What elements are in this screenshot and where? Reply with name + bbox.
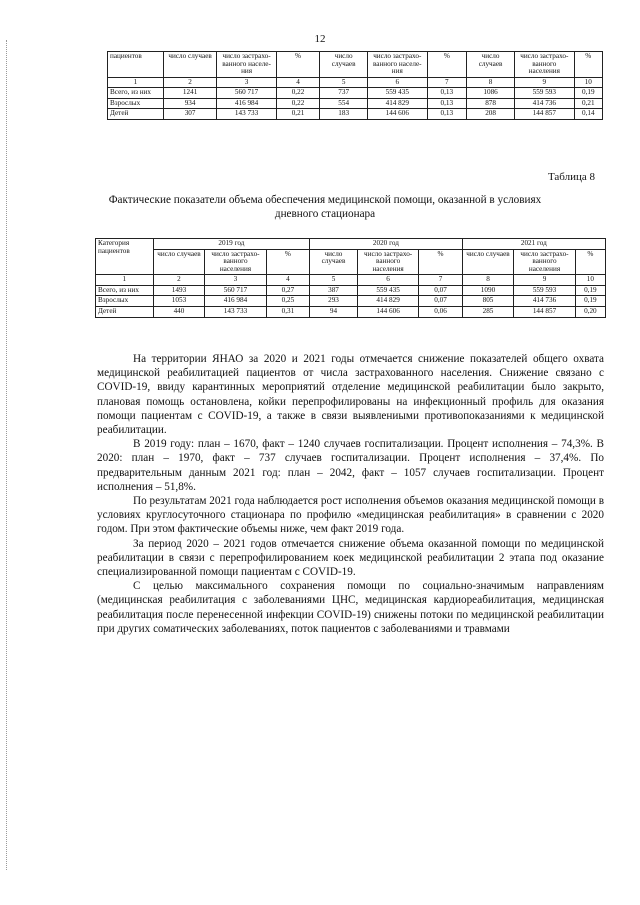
table-row [108,109,603,120]
index-cell: 2 [163,77,217,88]
table-cell: 0,20 [575,306,605,317]
table-cell: 737 [320,88,368,99]
table-cell: 307 [163,109,217,120]
subheader-cell: число случаев [462,249,514,275]
row-label: Детей [96,306,154,317]
index-cell: 6 [368,77,427,88]
table-cell: 414 829 [357,296,418,307]
table-cell: 387 [310,285,358,296]
subheader-cell: число застрахо-ванного населения [357,249,418,275]
table-row [108,98,603,109]
table-cell: 1493 [153,285,205,296]
index-row [96,275,606,286]
table-cell: 285 [462,306,514,317]
paragraph: На территории ЯНАО за 2020 и 2021 годы отмечается снижение показателей общего охвата медицинской реабилитацией пациентов от числа застрахованного населения. Снижение связано с COVID-19, ввиду карантинных мероприятий отделение медицинской реабилитации было закрыто, плановая помощь остановлена, койки перепрофилированы на инфекционный профиль для оказания помощи пациентам с COVID-19, а также в связи выявлениыми противопоказаниями к медицинской реабилитации. [97,353,604,437]
index-cell: 10 [574,77,602,88]
table-cell: 293 [310,296,358,307]
table-year-header-row [96,239,606,250]
table-cell: 208 [467,109,515,120]
table-row [108,88,603,99]
table-cell: 560 717 [205,285,266,296]
year-header: 2020 год [310,239,463,250]
subheader-cell: число застрахо-ванного населения [514,249,575,275]
index-cell: 9 [514,275,575,286]
index-cell: 9 [515,77,575,88]
index-cell: 10 [575,275,605,286]
page-number: 12 [314,33,326,45]
subheader-cell: % [419,249,462,275]
table-cell: 0,19 [575,296,605,307]
table-title: Фактические показатели объема обеспечения медицинской помощи, оказанной в условиях дневного стационара [108,194,542,220]
header-cell: % [427,52,467,78]
row-label: Взрослых [108,98,164,109]
table-cell: 0,31 [266,306,309,317]
table-row [96,285,606,296]
index-cell: 4 [276,77,319,88]
table-cell: 559 593 [514,285,575,296]
index-cell: 5 [310,275,358,286]
subheader-cell: число застрахо-ванного населения [205,249,266,275]
index-cell: 8 [462,275,514,286]
table-label: Таблица 8 [547,171,595,183]
header-cell: число случаев [467,52,515,78]
subheader-cell: число случаев [310,249,358,275]
header-cell: % [276,52,319,78]
table-cell: 0,19 [574,88,602,99]
table-cell: 0,07 [419,296,462,307]
index-cell: 4 [266,275,309,286]
table-cell: 144 857 [515,109,575,120]
table-cell: 414 829 [368,98,427,109]
table-cell: 1086 [467,88,515,99]
table-cell: 0,19 [575,285,605,296]
table-row [96,306,606,317]
table-cell: 0,22 [276,98,319,109]
table-cell: 144 857 [514,306,575,317]
table-cell: 560 717 [217,88,276,99]
table-cell: 0,22 [276,88,319,99]
category-header: Категория пациентов [96,239,154,275]
table-cell: 1090 [462,285,514,296]
table-cell: 1053 [153,296,205,307]
table-cell: 0,14 [574,109,602,120]
paragraph: За период 2020 – 2021 годов отмечается снижение объема оказанной помощи по медицинской реабилитации в связи с перепрофилированием коек медицинской реабилитации 2 этапа под оказание специализированной помощи пациентам с COVID-19. [97,537,604,579]
table-cell: 0,21 [276,109,319,120]
index-cell: 7 [419,275,462,286]
subheader-cell: % [266,249,309,275]
table-cell: 878 [467,98,515,109]
index-cell: 6 [357,275,418,286]
subheader-cell: % [575,249,605,275]
index-cell: 3 [217,77,276,88]
header-cell: число случаев [320,52,368,78]
table-cell: 143 733 [205,306,266,317]
header-cell: % [574,52,602,78]
index-cell: 3 [205,275,266,286]
index-row [108,77,603,88]
table-cell: 0,13 [427,88,467,99]
header-cell: число застрахо-ванного населе-ния [217,52,276,78]
table-8 [95,238,606,318]
table-cell: 416 984 [205,296,266,307]
year-header: 2021 год [462,239,605,250]
paragraph: По результатам 2021 года наблюдается рост исполнения объемов оказания медицинской помощи в условиях круглосуточного стационара по профилю «медицинская реабилитация» в сравнении с 2020 годом. При этом фактические объемы ниже, чем факт 2019 года. [97,495,604,536]
row-label: Всего, из них [96,285,154,296]
header-cell: число застрахо-ванного населения [515,52,575,78]
index-cell: 1 [96,275,154,286]
body-text [97,352,604,636]
index-cell: 8 [467,77,515,88]
year-header: 2019 год [153,239,309,250]
table-cell: 805 [462,296,514,307]
table-cell: 0,07 [419,285,462,296]
paragraph: В 2019 году: план – 1670, факт – 1240 случаев госпитализации. Процент исполнения – 74,3%. В 2020: план – 1970, факт – 737 случаев госпитализации. Процент исполнения – 37,4%. По предварительным данным 2021 год: план – 2042, факт – 1057 случаев госпитализации. Процент исполнения – 51,8%. [97,438,604,493]
index-cell: 7 [427,77,467,88]
table-cell: 559 435 [368,88,427,99]
table-cell: 94 [310,306,358,317]
table-cell: 143 733 [217,109,276,120]
table-cell: 414 736 [515,98,575,109]
index-cell: 5 [320,77,368,88]
margin-line [6,40,8,870]
row-label: Всего, из них [108,88,164,99]
table-cell: 554 [320,98,368,109]
table-cell: 440 [153,306,205,317]
header-cell: пациентов [108,52,164,78]
paragraph: С целью максимального сохранения помощи по социально-значимым направлениям (медицинская реабилитация с заболеваниями ЦНС, медицинская кардиореабилитация, медицинская реабилитация после перенесенной инфекции COVID-19) снижены потоки по медицинской реабилитации при других соматических заболеваниях, поток пациентов с заболеваниями и травмами [97,580,604,635]
table-cell: 1241 [163,88,217,99]
table-cell: 144 606 [368,109,427,120]
table-header-row [108,52,603,78]
table-7-continuation [107,51,603,120]
row-label: Детей [108,109,164,120]
table-cell: 183 [320,109,368,120]
subheader-cell: число случаев [153,249,205,275]
table-cell: 0,06 [419,306,462,317]
table-cell: 559 435 [357,285,418,296]
table-cell: 0,21 [574,98,602,109]
index-cell: 1 [108,77,164,88]
table-cell: 934 [163,98,217,109]
table-row [96,296,606,307]
header-cell: число застрахо-ванного населе-ния [368,52,427,78]
row-label: Взрослых [96,296,154,307]
table-cell: 144 606 [357,306,418,317]
table-cell: 0,27 [266,285,309,296]
table-subheader-row [96,249,606,275]
table-cell: 0,13 [427,109,467,120]
table-cell: 414 736 [514,296,575,307]
table-cell: 416 984 [217,98,276,109]
table-cell: 0,25 [266,296,309,307]
header-cell: число случаев [163,52,217,78]
table-cell: 0,13 [427,98,467,109]
index-cell: 2 [153,275,205,286]
table-cell: 559 593 [515,88,575,99]
